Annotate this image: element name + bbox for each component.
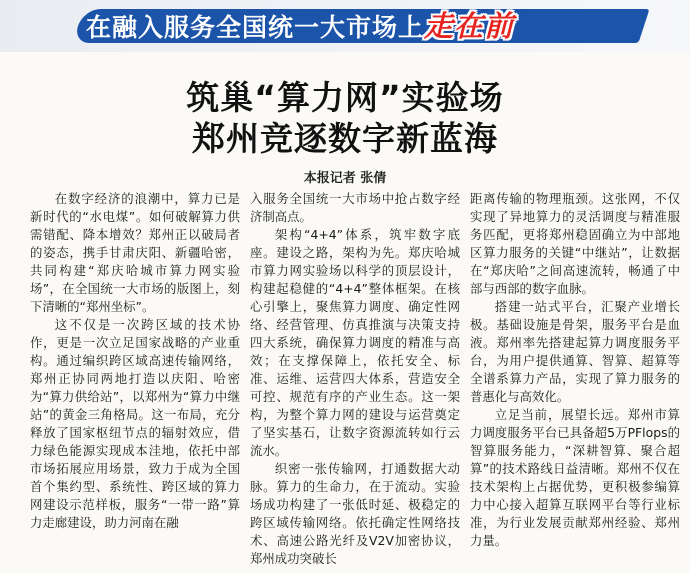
paragraph: 立足当前，展望长远。郑州市算力调度服务平台已具备超5万PFlops的智算服务能力，“深耕智算、聚合超算”的技术路线日益清晰。郑州不仅在技术架构上占据优势，更积极参编算力中心接入超算互联网平台等行业标准，为行业发展贡献郑州经验、郑州力量。 (470, 407, 680, 548)
byline: 本报记者 张倩 (303, 171, 387, 186)
paragraph: 距离传输的物理瓶颈。这张网，不仅实现了异地算力的灵活调度与精准服务匹配，更将郑州稳固确立为中部地区算力服务的关键“中继站”，让数据在“郑庆哈”之间高速流转，畅通了中部与西部的数字血脉。 (470, 191, 680, 296)
banner-highlight: 走在前 (424, 9, 515, 43)
article-column-1 (30, 190, 240, 570)
article-column-3 (470, 190, 680, 570)
article-column-2 (250, 190, 460, 570)
paragraph: 这不仅是一次跨区域的技术协作，更是一次立足国家战略的产业重构。通过编织跨区域高速传输网络，郑州正协同两地打造以庆阳、哈密为“算力供给站”，以郑州为“算力中继站”的黄金三角格局。这一布局，充分释放了国家枢纽节点的辐射效应，借力绿色能源实现成本洼地，依托中部市场拓展应用场景，致力于成为全国首个集约型、系统性、跨区域的算力网建设示范样板，服务“一带一路”算力走廊建设，助力河南在融 (30, 317, 240, 530)
section-banner (0, 0, 690, 52)
banner-prefix: 在融入服务全国统一大市场上 (86, 13, 425, 42)
paragraph: 在数字经济的浪潮中，算力已是新时代的“水电煤”。如何破解算力供需错配、降本增效？郑州正以破局者的姿态，携手甘肃庆阳、新疆哈密，共同构建“郑庆哈城市算力网实验场”，在全国统一大市场的版图上，刻下清晰的“郑州坐标”。 (30, 191, 240, 314)
paragraph: 织密一张传输网，打通数据大动脉。算力的生命力，在于流动。实验场成功构建了一张低时延、极稳定的跨区域传输网络。依托确定性网络技术、高速公路光纤及V2V加密协议，郑州成功突破长 (250, 461, 460, 566)
headline-line-2: 郑州竞逐数字新蓝海 (192, 119, 498, 158)
banner-title (86, 6, 514, 46)
headline-line-1: 筑巢“算力网”实验场 (186, 78, 504, 117)
paragraph: 入服务全国统一大市场中抢占数字经济制高点。 (250, 191, 460, 224)
paragraph: 搭建一站式平台，汇聚产业增长极。基础设施是骨架，服务平台是血液。郑州率先搭建起算力调度服务平台，为用户提供通算、智算、超算等全谱系算力产品，实现了算力服务的普惠化与高效化。 (470, 299, 680, 404)
paragraph: 架构“4+4”体系，筑牢数字底座。建设之路，架构为先。郑庆哈城市算力网实验场以科学的顶层设计，构建起稳健的“4+4”整体框架。在核心引擎上，聚焦算力调度、确定性网络、经营管理、仿真推演与决策支持四大系统，确保算力调度的精准与高效；在支撑保障上，依托安全、标准、运维、运营四大体系，营造安全可控、规范有序的产业生态。这一架构，为整个算力网的建设与运营奠定了坚实基石，让数字资源流转如行云流水。 (250, 227, 460, 458)
